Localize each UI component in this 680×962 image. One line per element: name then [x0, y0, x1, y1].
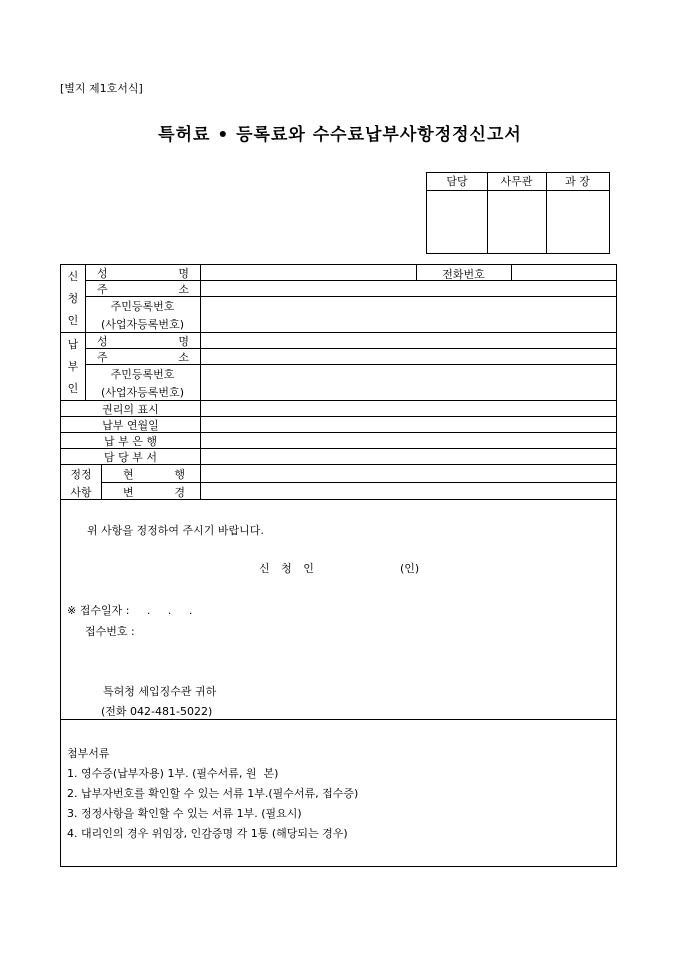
correction-label-top: 정정: [70, 468, 92, 481]
correction-change-label: 변 경: [123, 486, 185, 499]
form-table: [60, 264, 617, 867]
addressee-phone: (전화 042-481-5022): [101, 705, 213, 718]
applicant-id-label: 주민등록번호: [110, 300, 175, 313]
approval-box: [426, 172, 610, 254]
form-id: [별지 제1호서식]: [60, 82, 143, 95]
correction-current-label: 현 행: [123, 468, 185, 481]
applicant-sign-label: 신 청 인: [259, 562, 318, 575]
receipt-number: 접수번호 :: [85, 625, 135, 638]
payer-section-label: 납 부 인: [67, 338, 79, 395]
approval-chief-header: 과 장: [565, 175, 590, 188]
applicant-phone-label: 전화번호: [442, 268, 485, 281]
seal-label: (인): [400, 562, 420, 575]
pay-date-label: 납부 연월일: [102, 419, 159, 432]
applicant-section-label: 신 청 인: [67, 270, 79, 327]
dept-label: 담 당 부 서: [104, 451, 157, 464]
applicant-name-label: 성 명: [97, 267, 189, 280]
payer-address-label: 주 소: [97, 351, 189, 364]
attachment-item: 2. 납부자번호를 확인할 수 있는 서류 1부.(필수서류, 접수증): [67, 787, 359, 800]
applicant-bizid-label: (사업자등록번호): [101, 318, 184, 331]
correction-label-bottom: 사항: [70, 486, 92, 499]
payer-bizid-label: (사업자등록번호): [101, 386, 184, 399]
applicant-address-label: 주 소: [97, 283, 189, 296]
addressee: 특허청 세입징수관 귀하: [103, 685, 217, 698]
rights-label: 권리의 표시: [102, 403, 159, 416]
attachment-item: 1. 영수증(납부자용) 1부. (필수서류, 원 본): [67, 767, 279, 780]
attachments-title: 첨부서류: [67, 747, 110, 760]
request-sentence: 위 사항을 정정하여 주시기 바랍니다.: [87, 524, 264, 537]
page-title: 특허료 • 등록료와 수수료납부사항정정신고서: [158, 125, 522, 145]
payer-name-label: 성 명: [97, 335, 189, 348]
payer-id-label: 주민등록번호: [110, 368, 175, 381]
attachment-item: 4. 대리인의 경우 위임장, 인감증명 각 1통 (해당되는 경우): [67, 827, 348, 840]
attachment-item: 3. 정정사항을 확인할 수 있는 서류 1부. (필요시): [67, 807, 302, 820]
approval-staff-header: 담당: [446, 175, 468, 188]
bank-label: 납 부 은 행: [104, 435, 157, 448]
approval-officer-header: 사무관: [500, 175, 533, 188]
receipt-date: ※ 접수일자 : . . .: [67, 604, 193, 617]
